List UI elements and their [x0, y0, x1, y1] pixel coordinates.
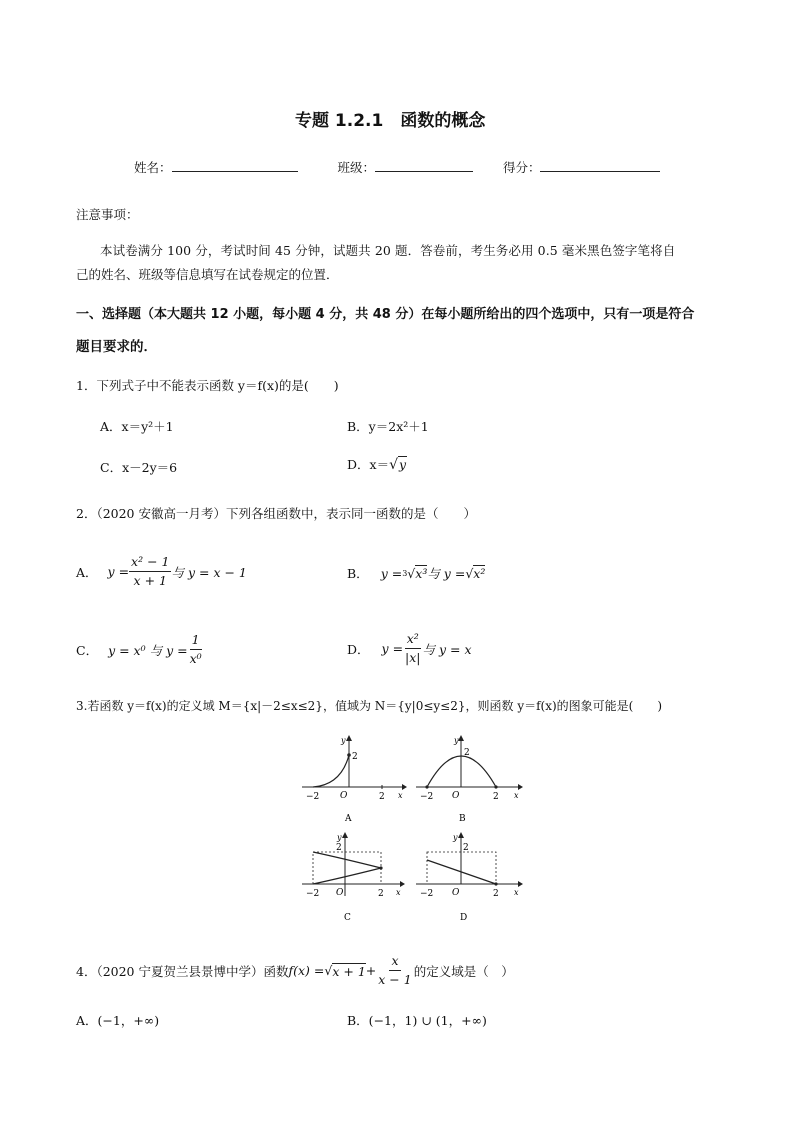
- graph-a[interactable]: [296, 733, 408, 825]
- fraction: [403, 630, 422, 667]
- question-4-stem: 4．（2020 宁夏贺兰县景博中学）函数 f(x) = √ x + 1 + $\frac{x}{x - 1}$ 的定义域是（ ）: [76, 953, 514, 987]
- tick-pos-label: 2: [378, 889, 384, 899]
- question-1-stem: 1．下列式子中不能表示函数 y＝f(x)的是( ): [76, 378, 339, 393]
- tick-y-label: 2: [464, 748, 470, 758]
- x-label: x: [514, 888, 519, 897]
- numerator: 1: [190, 631, 202, 650]
- plus-sign: +: [365, 963, 377, 978]
- numerator: x: [389, 952, 400, 971]
- notice-heading: 注意事项：: [76, 207, 139, 222]
- tick-pos-label: 2: [493, 792, 499, 802]
- x-axis-arrow-icon: [402, 784, 407, 790]
- radicand-1: x³: [415, 566, 428, 581]
- graph-c[interactable]: [296, 830, 408, 924]
- tick-neg-label: −2: [420, 792, 434, 802]
- graph-label: A: [345, 814, 352, 824]
- question-2-stem: 2．（2020 安徽高一月考）下列各组函数中，表示同一函数的是（ ）: [76, 506, 476, 521]
- formula-lhs: y =: [380, 565, 403, 581]
- endpoint: [425, 785, 428, 788]
- option-label: A．: [76, 564, 98, 580]
- curve: [313, 755, 349, 787]
- numerator: x² − 1: [129, 553, 171, 572]
- radicand: x + 1: [332, 963, 366, 979]
- name-label: 姓名：: [134, 160, 172, 175]
- dashed-box: [313, 852, 381, 884]
- notice-line-2: 己的姓名、班级等信息填写在试卷规定的位置．: [76, 267, 339, 282]
- endpoint: [494, 882, 497, 885]
- section-heading-line-1: 一、选择题（本大题共 12 小题，每小题 4 分，共 48 分）在每小题所给出的四个选项中，只有一项是符合: [76, 307, 695, 322]
- x-axis-arrow-icon: [518, 881, 523, 887]
- formula-lhs: y = x⁰ 与 y =: [108, 642, 188, 658]
- tick-y-label: 2: [352, 752, 358, 762]
- question-2-option-b[interactable]: B． y = 3 √ x³ 与 y = √ x²: [347, 565, 486, 581]
- curve: [313, 852, 381, 884]
- tick-neg-label: −2: [420, 889, 434, 899]
- question-2-option-a[interactable]: [76, 553, 247, 590]
- formula-rhs: 与 y = x − 1: [171, 564, 247, 580]
- question-1-option-a[interactable]: A．x＝y²＋1: [100, 419, 174, 434]
- option-d-text: D．x＝: [347, 457, 390, 472]
- tick-neg-label: −2: [306, 889, 320, 899]
- question-3-stem: 3.若函数 y＝f(x)的定义域 M＝{x|－2≤x≤2}，值域为 N＝{y|0≤y≤2}，则函数 y＝f(x)的图象可能是( ): [76, 699, 663, 713]
- formula-lhs: y =: [381, 641, 404, 656]
- student-info-row: [134, 158, 660, 176]
- tick-pos-label: 2: [493, 889, 499, 899]
- question-2-option-d[interactable]: [347, 630, 472, 667]
- vertex-point: [379, 866, 382, 869]
- tick-y-label: 2: [463, 843, 469, 853]
- graph-b[interactable]: [410, 733, 526, 825]
- x-label: x: [396, 888, 401, 897]
- x-label: x: [514, 791, 519, 800]
- y-axis-arrow-icon: [458, 832, 464, 838]
- stem-prefix: 4．（2020 宁夏贺兰县景博中学）函数: [76, 963, 289, 979]
- radicand-2: x²: [473, 566, 486, 581]
- x-label: x: [398, 791, 403, 800]
- denominator: x⁰: [189, 651, 202, 666]
- origin-label: O: [452, 791, 460, 801]
- formula-lhs: y =: [107, 564, 130, 579]
- graph-d[interactable]: [410, 830, 526, 924]
- question-4-option-a[interactable]: A．(−1，+∞): [76, 1013, 160, 1028]
- tick-neg-label: −2: [306, 792, 320, 802]
- y-axis-arrow-icon: [458, 735, 464, 741]
- section-heading-line-2: 题目要求的．: [76, 339, 157, 355]
- origin-label: O: [340, 791, 348, 801]
- x-axis-arrow-icon: [400, 881, 405, 887]
- fraction: [376, 952, 413, 989]
- formula-rhs: 与 y = x: [422, 641, 472, 657]
- class-label: 班级：: [337, 160, 375, 175]
- option-label: D．: [347, 641, 370, 657]
- denominator: |x|: [405, 650, 421, 665]
- name-field[interactable]: [172, 159, 298, 172]
- y-axis-arrow-icon: [342, 832, 348, 838]
- graph-label: B: [459, 814, 466, 824]
- class-field[interactable]: [375, 159, 473, 172]
- root-index: 3: [402, 568, 408, 578]
- question-1-option-d[interactable]: D．x＝√y: [347, 457, 407, 473]
- score-field[interactable]: [540, 159, 660, 172]
- notice-line-1: 本试卷满分 100 分，考试时间 45 分钟，试题共 20 题．答卷前，考生务必用 0.5 毫米黑色签字笔将自: [100, 243, 676, 258]
- fraction: [188, 631, 204, 668]
- score-label: 得分：: [502, 160, 541, 175]
- graph-label: D: [460, 913, 468, 923]
- numerator: x²: [405, 630, 421, 649]
- question-2-option-c[interactable]: [76, 631, 204, 668]
- denominator: x + 1: [133, 573, 167, 588]
- x-axis-arrow-icon: [518, 784, 523, 790]
- option-label: B．: [347, 566, 369, 581]
- tick-pos-label: 2: [379, 792, 385, 802]
- tick-y-label: 2: [336, 843, 342, 853]
- origin-label: O: [452, 888, 460, 898]
- question-1-option-c[interactable]: C．x－2y＝6: [100, 460, 178, 475]
- question-4-option-b[interactable]: B．(−1，1) ∪ (1，+∞): [347, 1013, 487, 1028]
- function-name: f(x) =: [288, 963, 325, 978]
- option-label: C．: [76, 642, 99, 658]
- formula-mid: 与 y =: [427, 566, 466, 581]
- question-1-option-b[interactable]: B．y＝2x²＋1: [347, 419, 429, 434]
- y-label: y: [337, 833, 342, 842]
- endpoint: [347, 753, 351, 757]
- denominator: x − 1: [378, 972, 412, 987]
- y-label: y: [453, 833, 458, 842]
- endpoint: [494, 785, 497, 788]
- y-label: y: [454, 736, 459, 745]
- radicand: y: [399, 457, 407, 472]
- stem-suffix: 的定义域是（ ）: [413, 963, 514, 979]
- graph-label: C: [344, 913, 351, 923]
- fraction: [129, 553, 171, 590]
- y-label: y: [341, 736, 346, 745]
- y-axis-arrow-icon: [346, 735, 352, 741]
- page-title: 专题 1.2.1 函数的概念: [295, 111, 486, 131]
- origin-label: O: [336, 888, 344, 898]
